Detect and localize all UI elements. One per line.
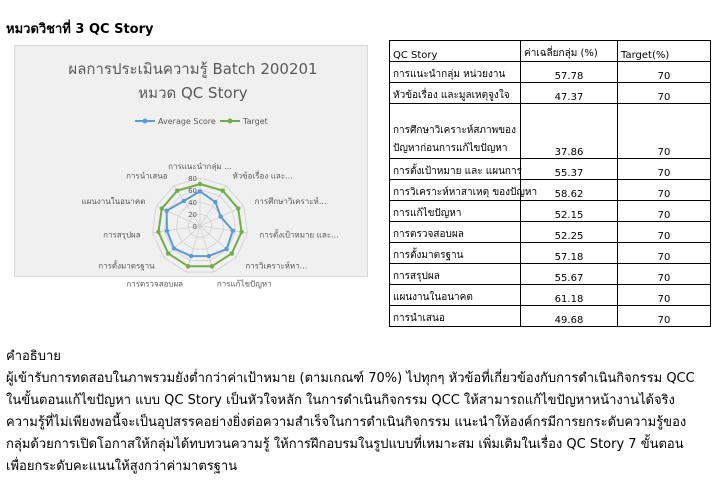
row-target: 70: [618, 222, 711, 243]
radar-tick-label: 80: [188, 175, 197, 183]
radar-point: [189, 254, 193, 258]
radar-point: [175, 188, 179, 192]
row-topic: แผนงานในอนาคต: [390, 285, 521, 306]
row-topic: หัวข้อเรื่อง และมูลเหตุจูงใจ: [390, 83, 521, 104]
row-average: 55.67: [521, 264, 618, 285]
table-row: [390, 222, 711, 243]
row-topic-text: การศึกษาวิเคราะห์สภาพของปัญหาก่อนการแก้ไขปัญหา: [393, 125, 516, 154]
table-row: [390, 285, 711, 306]
radar-category-label: แผนงานในอนาคต: [81, 197, 146, 207]
row-average: 61.18: [521, 285, 618, 306]
header-qc-story: QC Story: [390, 41, 521, 62]
table-row: [390, 306, 711, 327]
table-row: [390, 243, 711, 264]
description: [6, 346, 706, 478]
row-topic: การสรุปผล: [390, 264, 521, 285]
table-row: [390, 62, 711, 83]
radar-point: [239, 230, 243, 234]
radar-category-label: การแก้ไขปัญหา: [216, 279, 272, 289]
radar-category-label: การวิเคราะห์หา...: [245, 261, 308, 271]
row-target: 70: [618, 285, 711, 306]
legend: [135, 117, 268, 126]
row-average: 52.15: [521, 201, 618, 222]
row-average: 55.37: [521, 159, 618, 180]
legend-target-label: Target: [243, 117, 268, 126]
description-body: ผู้เข้ารับการทดสอบในภาพรวมยังต่ำกว่าค่าเป้าหมาย (ตามเกณฑ์ 70%) ไปทุกๆ หัวข้อที่เกี่ยวข้องกับการดำเนินกิจกรรม QCC ในขั้นตอนแก้ไขปัญหา แบบ QC Story เป็นหัวใจหลัก ในการดำเนินกิจกรรม QCC ให้สามารถแก้ไขปัญหาหน้างานได้จริง ความรู้ที่ไม่เพียงพอนี้จะเป็นอุปสรรคอย่างยิ่งต่อความสำเร็จในการดำเนินกิจกรรม แนะนำให้องค์กรมีการยกระดับความรู้ของกลุ่มด้วยการเปิดโอกาสให้กลุ่มได้ทบทวนความรู้ ให้การฝึกอบรมในรูปแบบที่เหมาะสม เพิ่มเติมในเรื่อง QC Story 7 ขั้นตอน เพื่อยกระดับคะแนนให้สูงกว่าค่ามาตรฐาน: [6, 371, 695, 474]
radar-point: [198, 189, 202, 193]
row-topic: การนำเสนอ: [390, 306, 521, 327]
row-topic: [390, 104, 521, 159]
legend-avg-marker: [143, 119, 148, 124]
chart-subtitle: หมวด QC Story: [138, 84, 248, 102]
radar-category-label: การแนะนำกลุ่ม ...: [168, 162, 232, 171]
radar-point: [165, 229, 169, 233]
row-average: 47.37: [521, 83, 618, 104]
description-heading: คำอธิบาย: [6, 349, 61, 364]
header-average: ค่าเฉลี่ยกลุ่ม (%): [521, 41, 618, 62]
radar-category-label: การสรุปผล: [103, 230, 141, 240]
radar-point: [213, 200, 217, 204]
row-target: 70: [618, 83, 711, 104]
page-title: หมวดวิชาที่ 3 QC Story: [6, 22, 154, 37]
radar-point: [207, 254, 211, 258]
row-average: 52.25: [521, 222, 618, 243]
radar-chart: [14, 45, 368, 289]
radar-tick-label: 60: [188, 187, 197, 195]
radar-point: [221, 188, 225, 192]
row-average: 37.86: [521, 104, 618, 159]
radar-point: [210, 264, 214, 268]
radar-point: [198, 182, 202, 186]
radar-category-label: หัวข้อเรื่อง และ...: [232, 171, 293, 181]
radar-category-label: การตั้งเป้าหมาย และ...: [259, 230, 339, 240]
radar-category-label: การตรวจสอบผล: [126, 279, 184, 289]
row-topic: การตั้งมาตรฐาน: [390, 243, 521, 264]
radar-point: [160, 206, 164, 210]
row-average: 58.62: [521, 180, 618, 201]
row-target: 70: [618, 306, 711, 327]
row-target: 70: [618, 243, 711, 264]
row-average: 49.68: [521, 306, 618, 327]
row-average: 57.18: [521, 243, 618, 264]
table-row: [390, 201, 711, 222]
row-target: 70: [618, 180, 711, 201]
radar-category-label: การตั้งมาตรฐาน: [98, 261, 155, 271]
radar-point: [156, 230, 160, 234]
row-target: 70: [618, 159, 711, 180]
radar-point: [172, 246, 176, 250]
legend-avg-label: Average Score: [158, 117, 216, 126]
table-row: [390, 83, 711, 104]
row-target: 70: [618, 104, 711, 159]
row-topic: การวิเคราะห์หาสาเหตุ ของปัญหา: [390, 180, 521, 201]
table-row: [390, 180, 711, 201]
row-target: 70: [618, 62, 711, 83]
row-topic: การแก้ไขปัญหา: [390, 201, 521, 222]
row-topic: การแนะนำกลุ่ม หน่วยงาน: [390, 62, 521, 83]
radar-point: [218, 214, 222, 218]
scores-table: [389, 40, 711, 327]
row-topic: การตรวจสอบผล: [390, 222, 521, 243]
radar-point: [164, 209, 168, 213]
radar-tick-label: 20: [188, 211, 197, 219]
radar-point: [186, 264, 190, 268]
radar-point: [166, 251, 170, 255]
radar-point: [182, 199, 186, 203]
row-target: 70: [618, 201, 711, 222]
table-row: [390, 104, 711, 159]
radar-point: [230, 251, 234, 255]
radar-point: [231, 229, 235, 233]
legend-target-marker: [228, 119, 233, 124]
table-header-row: [390, 41, 711, 62]
radar-point: [224, 247, 228, 251]
table-row: [390, 159, 711, 180]
radar-chart-svg: [15, 46, 367, 289]
header-target: Target(%): [618, 41, 711, 62]
table-row: [390, 264, 711, 285]
radar-tick-label: 0: [192, 223, 197, 231]
radar-category-label: การนำเสนอ: [126, 171, 168, 181]
radar-category-label: การศึกษาวิเคราะห์...: [254, 197, 327, 207]
radar-tick-label: 40: [188, 199, 197, 207]
radar-point: [236, 206, 240, 210]
row-topic: การตั้งเป้าหมาย และ แผนการ: [390, 159, 521, 180]
row-average: 57.78: [521, 62, 618, 83]
chart-title: ผลการประเมินความรู้ Batch 200201: [68, 60, 318, 78]
row-target: 70: [618, 264, 711, 285]
